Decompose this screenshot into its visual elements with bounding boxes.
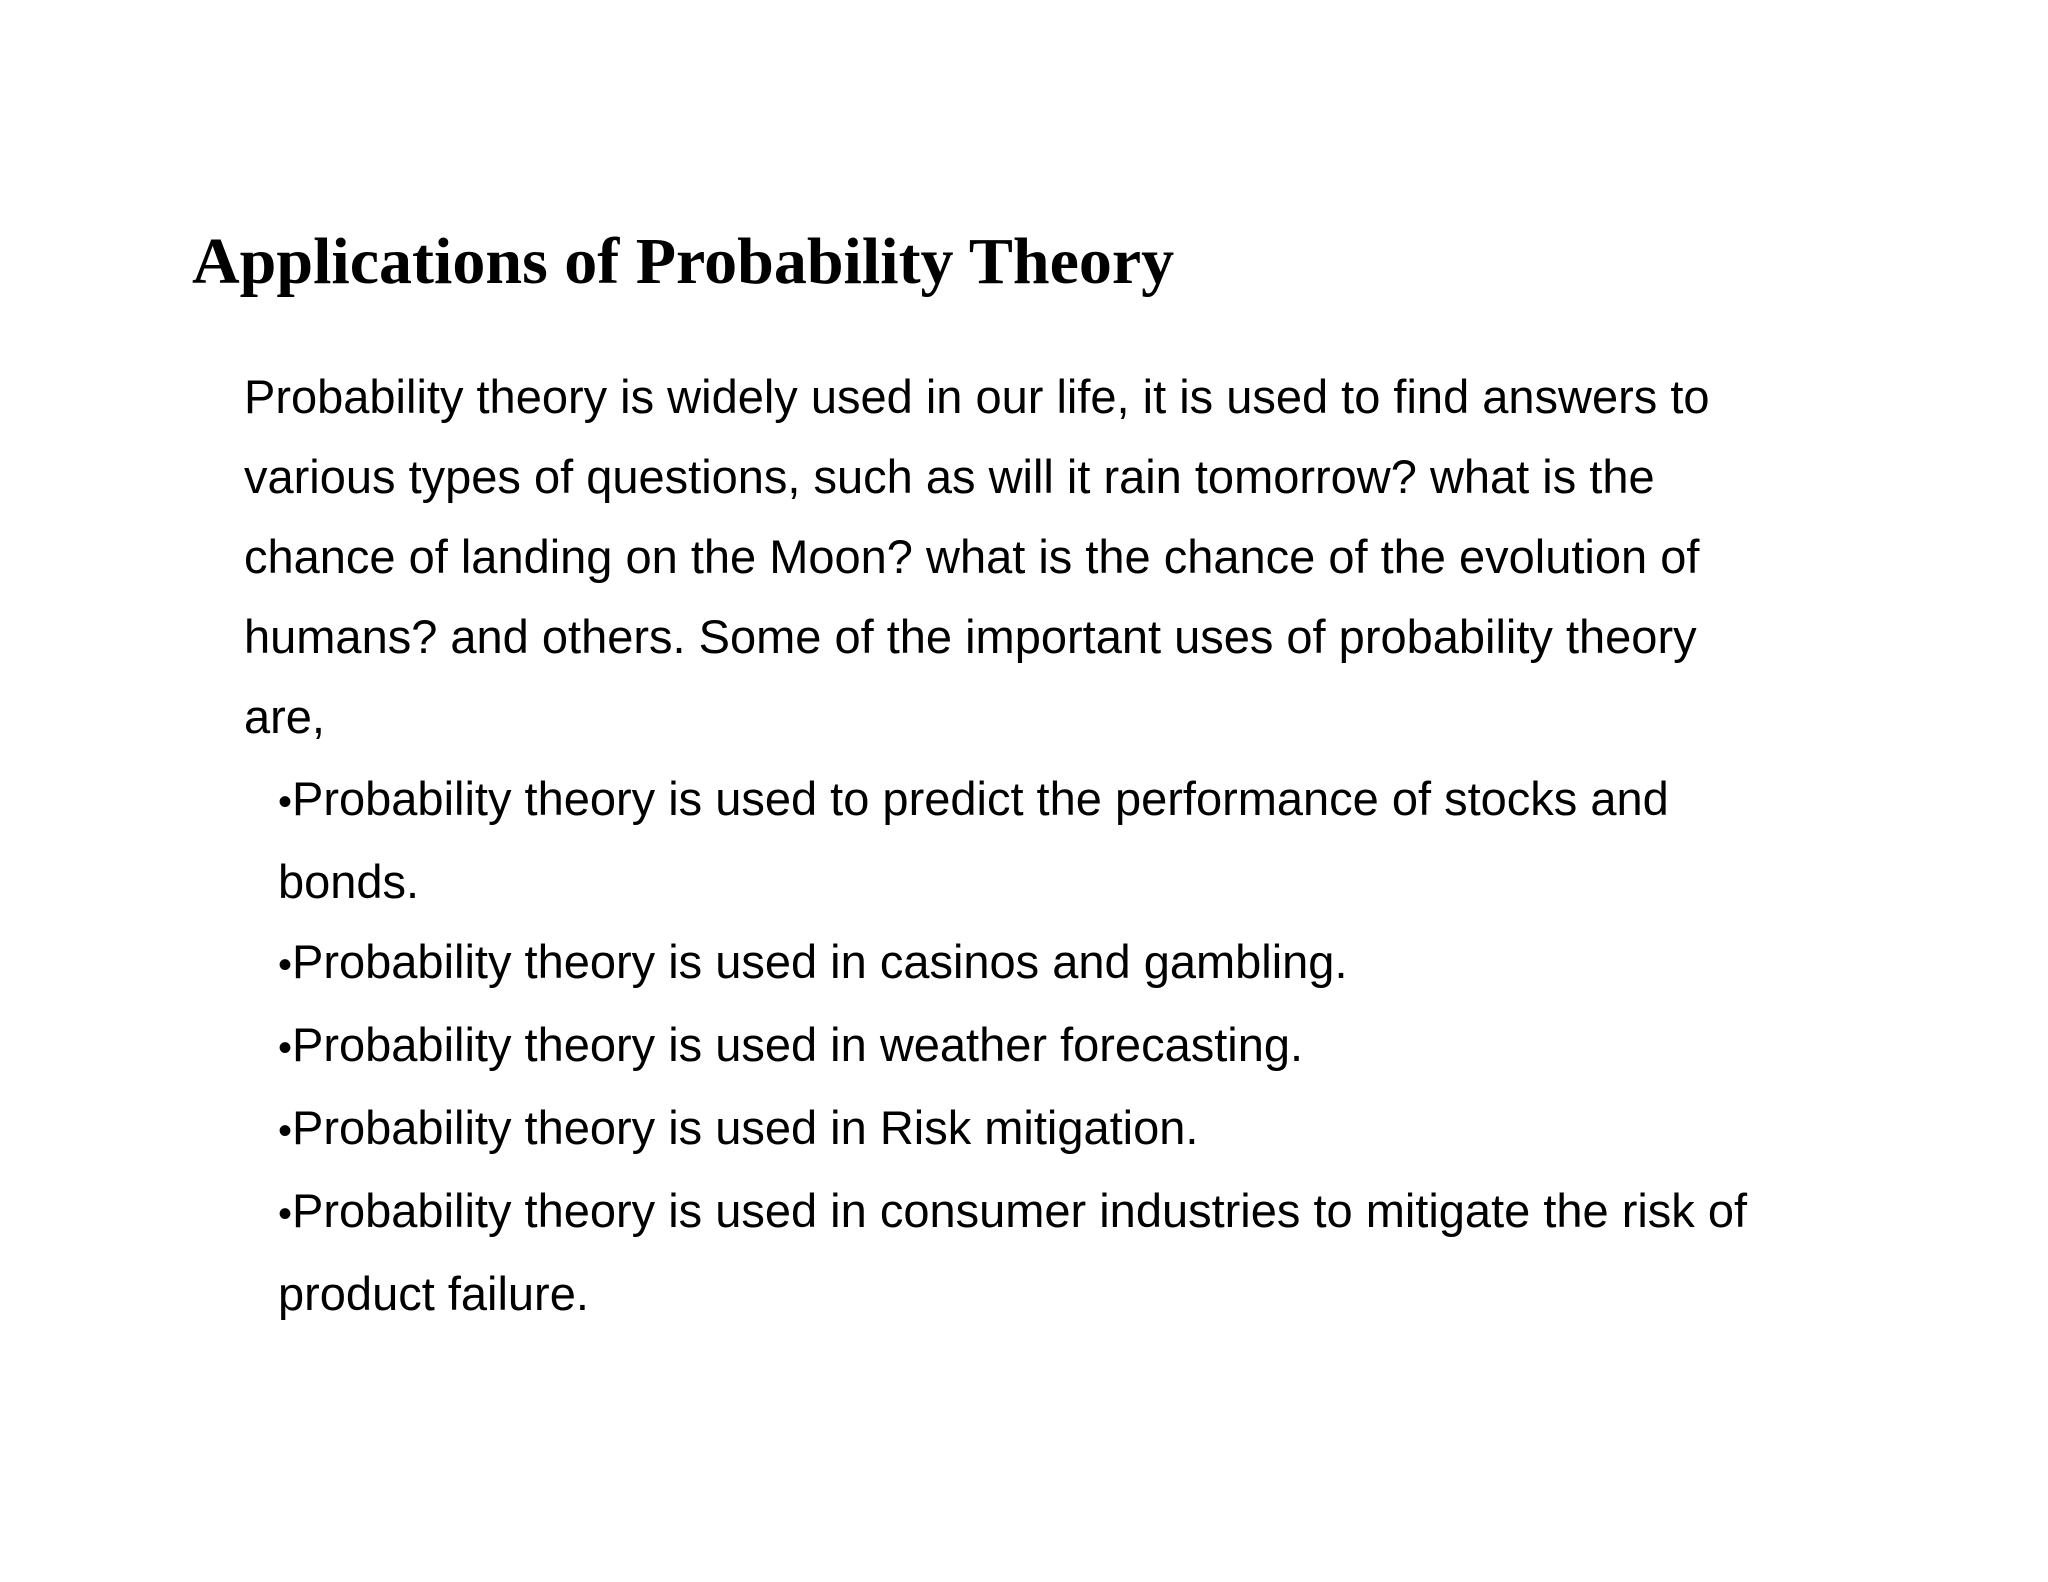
bullet-icon: •	[278, 1192, 293, 1236]
list-item-text: Probability theory is used to predict the performance of stocks and	[292, 772, 1669, 825]
list-item-text: product failure.	[278, 1267, 589, 1320]
uses-bullet-list	[278, 759, 1747, 1334]
intro-line: various types of questions, such as will it rain tomorrow? what is the	[244, 450, 1655, 503]
list-item-text: Probability theory is used in consumer industries to mitigate the risk of	[292, 1184, 1748, 1237]
list-item-text: Probability theory is used in casinos and gambling.	[292, 935, 1348, 988]
list-item-text: Probability theory is used in weather forecasting.	[292, 1018, 1304, 1071]
bullet-icon: •	[278, 1109, 293, 1153]
list-item-text: Probability theory is used in Risk mitigation.	[292, 1101, 1199, 1154]
bullet-icon: •	[278, 780, 293, 824]
intro-line: Probability theory is widely used in our life, it is used to find answers to	[244, 370, 1710, 423]
bullet-icon: •	[278, 943, 293, 987]
intro-line: humans? and others. Some of the important uses of probability theory	[244, 610, 1697, 663]
bullet-icon: •	[278, 1026, 293, 1070]
list-item-text: bonds.	[278, 855, 420, 908]
list-item	[278, 1005, 1747, 1088]
intro-paragraph	[244, 357, 1864, 757]
list-item	[278, 1088, 1747, 1171]
page-title: Applications of Probability Theory	[192, 225, 1175, 298]
list-item	[278, 922, 1747, 1005]
list-item	[278, 1171, 1747, 1334]
list-item	[278, 759, 1747, 922]
intro-line: chance of landing on the Moon? what is the chance of the evolution of	[244, 530, 1700, 583]
intro-line: are,	[244, 690, 325, 743]
